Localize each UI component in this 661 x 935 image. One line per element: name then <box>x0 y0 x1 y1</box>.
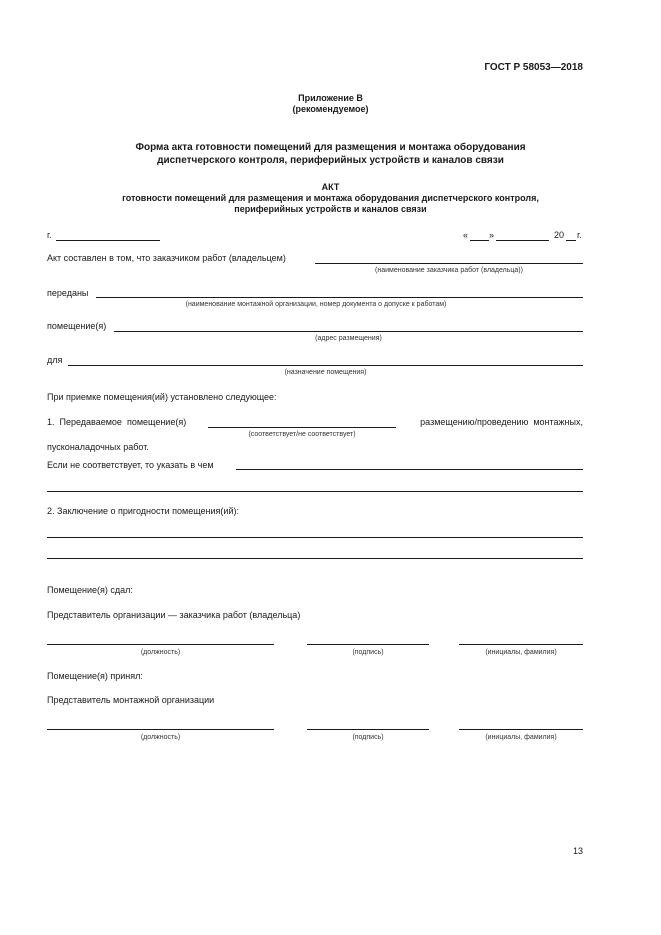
item1-prefix: 1. Передаваемое помещение(я) <box>47 417 187 427</box>
item1-caption: (соответствует/не соответствует) <box>248 431 356 438</box>
handover-signature-caption: (подпись) <box>352 649 384 656</box>
customer-label: Акт составлен в том, что заказчиком работ (владельцем) <box>47 253 286 263</box>
acceptance-signature-caption: (подпись) <box>352 734 384 741</box>
item2-label: 2. Заключение о пригодности помещения(ий): <box>47 506 239 516</box>
acceptance-position-field[interactable] <box>47 729 274 730</box>
city-field[interactable] <box>56 240 160 241</box>
year-field[interactable] <box>566 240 576 241</box>
for-field[interactable] <box>68 365 583 366</box>
conclusion-field-2[interactable] <box>47 558 583 559</box>
page-number: 13 <box>572 846 583 856</box>
premises-field[interactable] <box>114 331 583 332</box>
transferred-label: переданы <box>47 288 89 298</box>
appendix-title: Приложение В <box>298 93 363 103</box>
mismatch-label: Если не соответствует, то указать в чем <box>47 460 214 470</box>
form-title-line2: диспетчерского контроля, периферийных устройств и каналов связи <box>157 155 504 166</box>
date-open-quote: « <box>463 230 469 240</box>
transferred-caption: (наименование монтажной организации, номер документа о допуске к работам) <box>185 301 447 308</box>
transferred-field[interactable] <box>96 297 583 298</box>
item1-continuation: пусконаладочных работ. <box>47 442 149 452</box>
handover-name-field[interactable] <box>459 644 583 645</box>
premises-label: помещение(я) <box>47 321 107 331</box>
act-subtitle-line2: периферийных устройств и каналов связи <box>234 204 427 214</box>
year-suffix: г. <box>577 230 582 240</box>
date-close-quote: » <box>489 230 495 240</box>
year-prefix: 20 <box>554 230 565 240</box>
conclusion-field-1[interactable] <box>47 537 583 538</box>
month-field[interactable] <box>496 240 549 241</box>
handover-position-caption: (должность) <box>140 649 181 656</box>
customer-field[interactable] <box>315 263 583 264</box>
standard-number: ГОСТ Р 58053—2018 <box>484 62 583 73</box>
acceptance-name-field[interactable] <box>459 729 583 730</box>
acceptance-name-caption: (инициалы, фамилия) <box>485 734 557 741</box>
city-prefix: г. <box>47 230 52 240</box>
acceptance-position-caption: (должность) <box>140 734 181 741</box>
customer-caption: (наименование заказчика работ (владельца)) <box>375 267 523 274</box>
mismatch-field-2[interactable] <box>47 491 583 492</box>
acceptance-rep: Представитель монтажной организации <box>47 695 215 705</box>
item1-suffix: размещению/проведению монтажных, <box>420 417 583 427</box>
findings-intro: При приемке помещения(ий) установлено следующее: <box>47 392 277 402</box>
for-caption: (назначение помещения) <box>284 369 367 376</box>
act-title: АКТ <box>321 182 340 192</box>
handover-name-caption: (инициалы, фамилия) <box>485 649 557 656</box>
handover-rep: Представитель организации — заказчика работ (владельца) <box>47 610 301 620</box>
appendix-note: (рекомендуемое) <box>292 104 369 114</box>
acceptance-signature-field[interactable] <box>307 729 429 730</box>
mismatch-field[interactable] <box>236 469 583 470</box>
handover-signature-field[interactable] <box>307 644 429 645</box>
day-field[interactable] <box>470 240 489 241</box>
form-title-line1: Форма акта готовности помещений для размещения и монтажа оборудования <box>135 142 526 153</box>
acceptance-title: Помещение(я) принял: <box>47 671 143 681</box>
handover-position-field[interactable] <box>47 644 274 645</box>
premises-caption: (адрес размещения) <box>315 335 382 342</box>
handover-title: Помещение(я) сдал: <box>47 585 133 595</box>
item1-field[interactable] <box>208 427 396 428</box>
act-subtitle-line1: готовности помещений для размещения и монтажа оборудования диспетчерского контроля, <box>122 193 539 203</box>
for-label: для <box>47 355 63 365</box>
